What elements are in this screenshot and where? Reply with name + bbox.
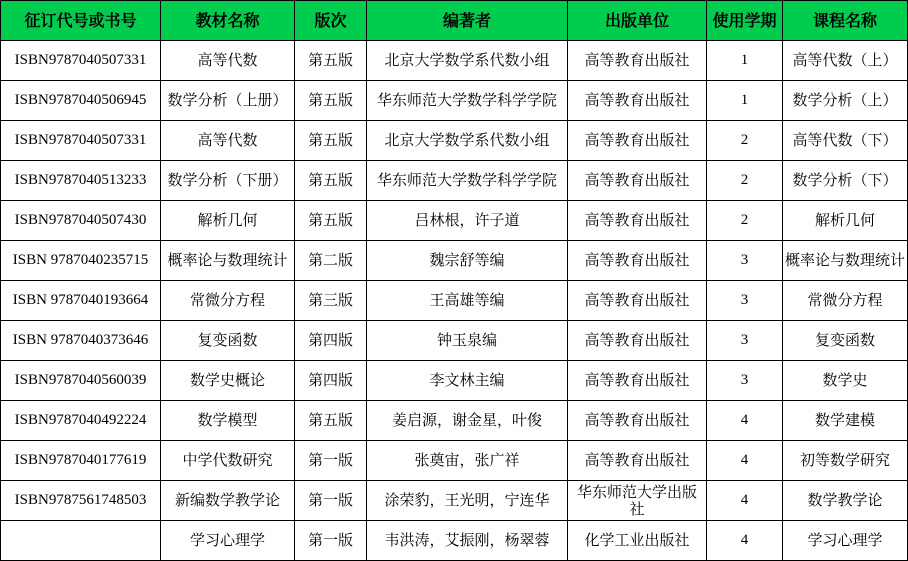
cell-author: 北京大学数学系代数小组 bbox=[367, 41, 568, 81]
cell-author: 华东师范大学数学科学学院 bbox=[367, 81, 568, 121]
cell-semester: 3 bbox=[707, 361, 783, 401]
cell-course: 数学建模 bbox=[783, 401, 908, 441]
cell-isbn: ISBN9787040507331 bbox=[1, 41, 161, 81]
header-isbn: 征订代号或书号 bbox=[1, 1, 161, 41]
cell-title: 概率论与数理统计 bbox=[161, 241, 295, 281]
cell-author: 张奠宙，张广祥 bbox=[367, 441, 568, 481]
cell-author: 李文林主编 bbox=[367, 361, 568, 401]
cell-author: 华东师范大学数学科学学院 bbox=[367, 161, 568, 201]
cell-publisher: 高等教育出版社 bbox=[568, 281, 707, 321]
table-row bbox=[1, 321, 908, 361]
cell-isbn: ISBN9787040507331 bbox=[1, 121, 161, 161]
header-author: 编著者 bbox=[367, 1, 568, 41]
cell-edition: 第五版 bbox=[295, 81, 367, 121]
cell-title: 中学代数研究 bbox=[161, 441, 295, 481]
cell-publisher: 华东师范大学出版社 bbox=[568, 481, 707, 521]
cell-edition: 第一版 bbox=[295, 441, 367, 481]
table-row bbox=[1, 81, 908, 121]
cell-edition: 第四版 bbox=[295, 361, 367, 401]
header-semester: 使用学期 bbox=[707, 1, 783, 41]
cell-course: 高等代数（下） bbox=[783, 121, 908, 161]
cell-publisher: 高等教育出版社 bbox=[568, 41, 707, 81]
table-row bbox=[1, 161, 908, 201]
cell-course: 高等代数（上） bbox=[783, 41, 908, 81]
cell-edition: 第四版 bbox=[295, 321, 367, 361]
cell-author: 韦洪涛，艾振刚，杨翠蓉 bbox=[367, 521, 568, 561]
cell-isbn: ISBN9787040560039 bbox=[1, 361, 161, 401]
cell-title: 数学分析（上册） bbox=[161, 81, 295, 121]
cell-course: 复变函数 bbox=[783, 321, 908, 361]
cell-semester: 4 bbox=[707, 481, 783, 521]
header-course: 课程名称 bbox=[783, 1, 908, 41]
table-row bbox=[1, 521, 908, 561]
cell-course: 数学教学论 bbox=[783, 481, 908, 521]
header-edition: 版次 bbox=[295, 1, 367, 41]
cell-semester: 4 bbox=[707, 401, 783, 441]
table-row bbox=[1, 241, 908, 281]
cell-semester: 3 bbox=[707, 281, 783, 321]
table-row bbox=[1, 441, 908, 481]
cell-title: 数学模型 bbox=[161, 401, 295, 441]
cell-semester: 1 bbox=[707, 81, 783, 121]
cell-edition: 第五版 bbox=[295, 41, 367, 81]
cell-title: 高等代数 bbox=[161, 121, 295, 161]
cell-semester: 2 bbox=[707, 201, 783, 241]
cell-course: 数学分析（上） bbox=[783, 81, 908, 121]
cell-semester: 3 bbox=[707, 321, 783, 361]
cell-course: 初等数学研究 bbox=[783, 441, 908, 481]
cell-author: 魏宗舒等编 bbox=[367, 241, 568, 281]
cell-publisher: 高等教育出版社 bbox=[568, 401, 707, 441]
cell-edition: 第三版 bbox=[295, 281, 367, 321]
cell-author: 涂荣豹，王光明，宁连华 bbox=[367, 481, 568, 521]
cell-isbn: ISBN9787561748503 bbox=[1, 481, 161, 521]
cell-semester: 1 bbox=[707, 41, 783, 81]
table-row bbox=[1, 201, 908, 241]
cell-semester: 4 bbox=[707, 521, 783, 561]
cell-isbn: ISBN 9787040193664 bbox=[1, 281, 161, 321]
cell-isbn: ISBN9787040177619 bbox=[1, 441, 161, 481]
cell-title: 高等代数 bbox=[161, 41, 295, 81]
header-title: 教材名称 bbox=[161, 1, 295, 41]
cell-isbn: ISBN 9787040373646 bbox=[1, 321, 161, 361]
cell-title: 数学分析（下册） bbox=[161, 161, 295, 201]
cell-isbn: ISBN9787040506945 bbox=[1, 81, 161, 121]
table-row bbox=[1, 401, 908, 441]
cell-edition: 第五版 bbox=[295, 161, 367, 201]
cell-author: 姜启源，谢金星，叶俊 bbox=[367, 401, 568, 441]
cell-edition: 第一版 bbox=[295, 521, 367, 561]
cell-isbn: ISBN9787040492224 bbox=[1, 401, 161, 441]
cell-title: 常微分方程 bbox=[161, 281, 295, 321]
cell-title: 学习心理学 bbox=[161, 521, 295, 561]
cell-semester: 4 bbox=[707, 441, 783, 481]
cell-isbn: ISBN9787040507430 bbox=[1, 201, 161, 241]
cell-edition: 第五版 bbox=[295, 401, 367, 441]
cell-publisher: 高等教育出版社 bbox=[568, 241, 707, 281]
cell-title: 新编数学教学论 bbox=[161, 481, 295, 521]
table-row bbox=[1, 281, 908, 321]
cell-publisher: 高等教育出版社 bbox=[568, 201, 707, 241]
cell-edition: 第一版 bbox=[295, 481, 367, 521]
cell-author: 吕林根，许子道 bbox=[367, 201, 568, 241]
cell-course: 数学分析（下） bbox=[783, 161, 908, 201]
cell-author: 北京大学数学系代数小组 bbox=[367, 121, 568, 161]
header-publisher: 出版单位 bbox=[568, 1, 707, 41]
cell-course: 数学史 bbox=[783, 361, 908, 401]
cell-title: 解析几何 bbox=[161, 201, 295, 241]
cell-semester: 3 bbox=[707, 241, 783, 281]
cell-title: 复变函数 bbox=[161, 321, 295, 361]
cell-course: 概率论与数理统计 bbox=[783, 241, 908, 281]
cell-course: 学习心理学 bbox=[783, 521, 908, 561]
cell-isbn bbox=[1, 521, 161, 561]
cell-edition: 第二版 bbox=[295, 241, 367, 281]
cell-isbn: ISBN 9787040235715 bbox=[1, 241, 161, 281]
table-row bbox=[1, 41, 908, 81]
table-row bbox=[1, 121, 908, 161]
cell-course: 常微分方程 bbox=[783, 281, 908, 321]
cell-publisher: 高等教育出版社 bbox=[568, 121, 707, 161]
cell-title: 数学史概论 bbox=[161, 361, 295, 401]
cell-publisher: 高等教育出版社 bbox=[568, 161, 707, 201]
cell-publisher: 高等教育出版社 bbox=[568, 441, 707, 481]
cell-publisher: 高等教育出版社 bbox=[568, 81, 707, 121]
cell-semester: 2 bbox=[707, 161, 783, 201]
table-row bbox=[1, 481, 908, 521]
cell-course: 解析几何 bbox=[783, 201, 908, 241]
cell-publisher: 高等教育出版社 bbox=[568, 361, 707, 401]
table-row bbox=[1, 361, 908, 401]
cell-edition: 第五版 bbox=[295, 201, 367, 241]
cell-author: 王高雄等编 bbox=[367, 281, 568, 321]
cell-publisher: 高等教育出版社 bbox=[568, 321, 707, 361]
header-row bbox=[1, 1, 908, 41]
cell-isbn: ISBN9787040513233 bbox=[1, 161, 161, 201]
cell-author: 钟玉泉编 bbox=[367, 321, 568, 361]
cell-semester: 2 bbox=[707, 121, 783, 161]
cell-edition: 第五版 bbox=[295, 121, 367, 161]
cell-publisher: 化学工业出版社 bbox=[568, 521, 707, 561]
